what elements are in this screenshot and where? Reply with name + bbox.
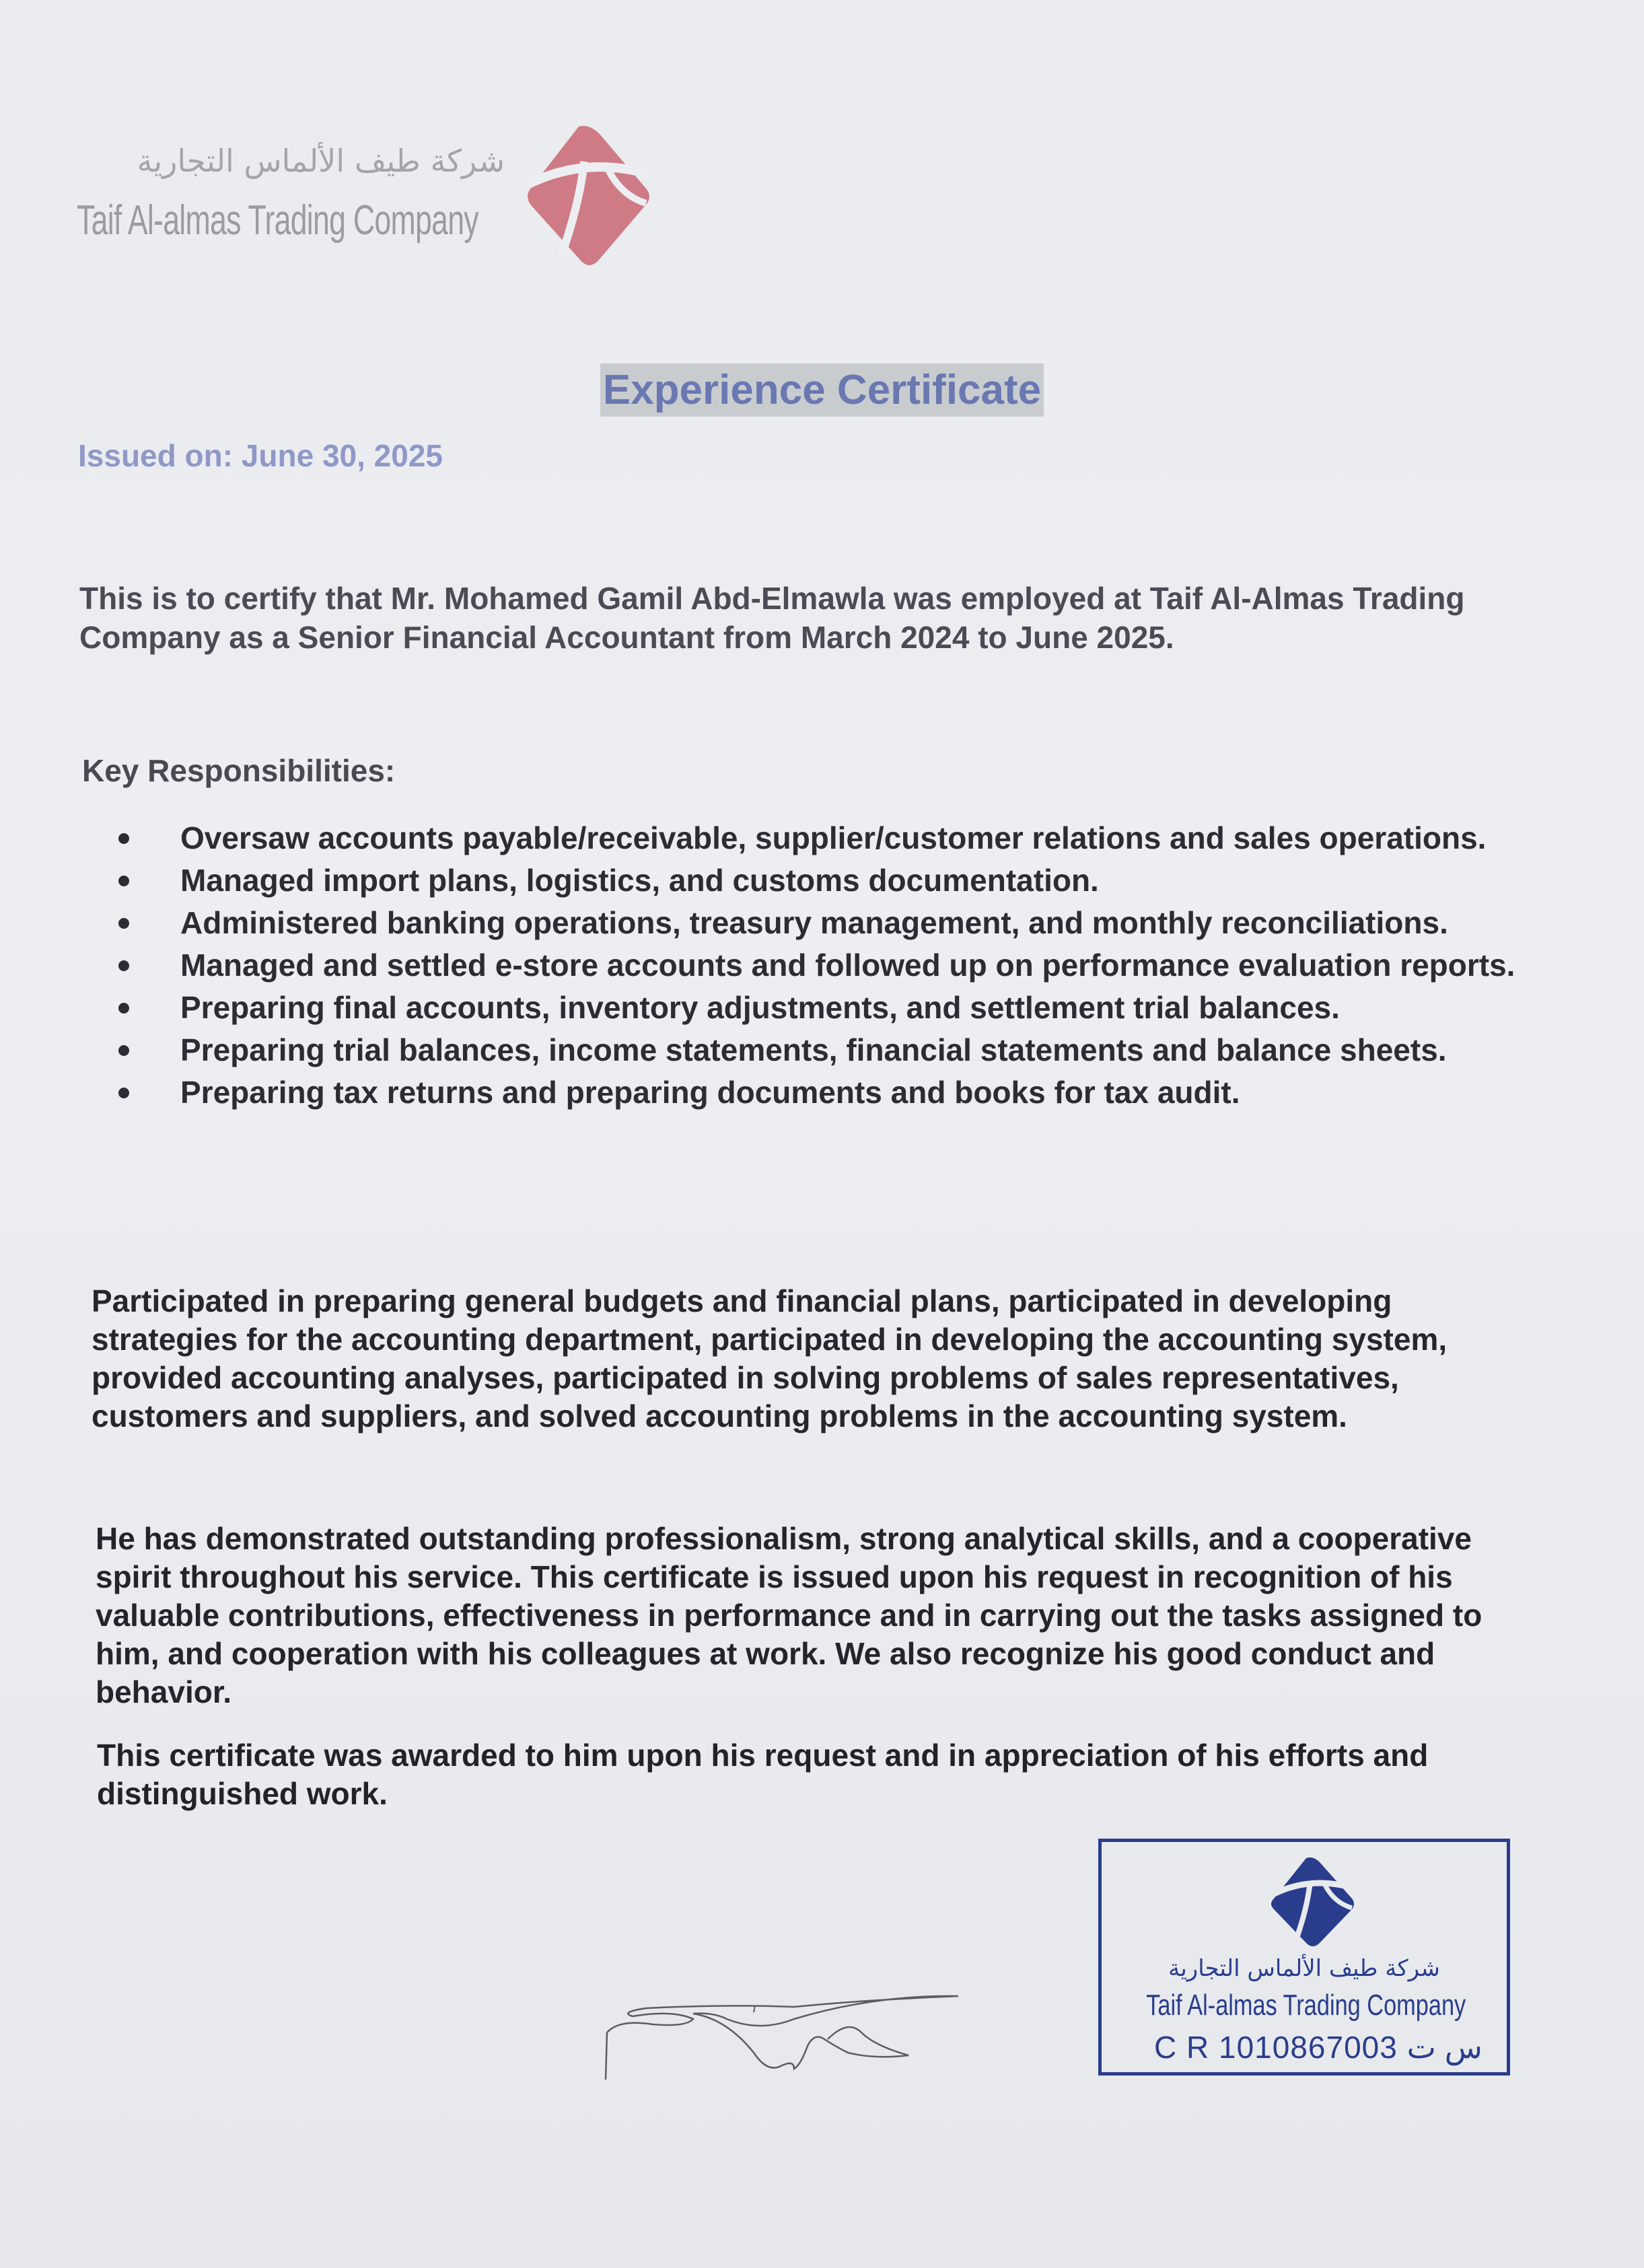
certificate-title: Experience Certificate <box>600 363 1044 417</box>
list-item: Administered banking operations, treasury management, and monthly reconciliations. <box>116 902 1536 944</box>
company-name-english: Taif Al-almas Trading Company <box>77 197 478 244</box>
company-logo <box>74 121 653 269</box>
recognition-paragraph: He has demonstrated outstanding professionalism, strong analytical skills, and a cooperative spirit throughout his service. This certificate is issued upon his request in recognition of his valuable contributions, effectiveness in performance and in carrying out the tasks assigned to him, and cooperation with his colleagues at work. We also recognize his good conduct and behavior. <box>96 1521 1482 1709</box>
responsibilities-list <box>116 817 1536 1114</box>
list-item: Preparing tax returns and preparing documents and books for tax audit. <box>116 1071 1536 1114</box>
intro-paragraph: This is to certify that Mr. Mohamed Gamil Abd-Elmawla was employed at Taif Al-Almas Trading Company as a Senior Financial Accountant from March 2024 to June 2025. <box>79 581 1465 655</box>
responsibilities-heading: Key Responsibilities: <box>82 753 396 788</box>
company-stamp <box>1098 1839 1510 2076</box>
bullet-icon <box>118 1003 129 1014</box>
stamp-name-english: Taif Al-almas Trading Company <box>1146 1989 1466 2022</box>
bullet-icon <box>118 1045 129 1056</box>
closing-paragraph: This certificate was awarded to him upon his request and in appreciation of his efforts and distinguished work. <box>97 1738 1429 1811</box>
bullet-icon <box>118 1088 129 1098</box>
list-item: Oversaw accounts payable/receivable, supplier/customer relations and sales operations. <box>116 817 1536 859</box>
list-item: Managed import plans, logistics, and customs documentation. <box>116 859 1536 902</box>
list-item: Managed and settled e-store accounts and followed up on performance evaluation reports. <box>116 944 1536 987</box>
stamp-name-arabic: شركة طيف الألماس التجارية <box>1168 1955 1440 1982</box>
bullet-icon <box>118 833 129 844</box>
company-name-arabic: شركة طيف الألماس التجارية <box>137 143 505 179</box>
issue-date: Issued on: June 30, 2025 <box>78 438 443 473</box>
company-logo-icon <box>505 121 659 269</box>
bullet-icon <box>118 876 129 886</box>
list-item: Preparing trial balances, income statements, financial statements and balance sheets. <box>116 1029 1536 1071</box>
list-item: Preparing final accounts, inventory adjustments, and settlement trial balances. <box>116 987 1536 1029</box>
stamp-logo-icon <box>1258 1854 1359 1948</box>
handwritten-signature <box>592 1952 969 2086</box>
participation-paragraph: Participated in preparing general budgets and financial plans, participated in developing strategies for the accounting department, participated in developing the accounting system, provided accounting analyses, participated in solving problems of sales representatives, customers and suppliers, and solved accounting problems in the accounting system. <box>92 1283 1448 1433</box>
stamp-cr-number: C R 1010867003 س ت <box>1154 2030 1482 2065</box>
bullet-icon <box>118 960 129 971</box>
bullet-icon <box>118 918 129 929</box>
